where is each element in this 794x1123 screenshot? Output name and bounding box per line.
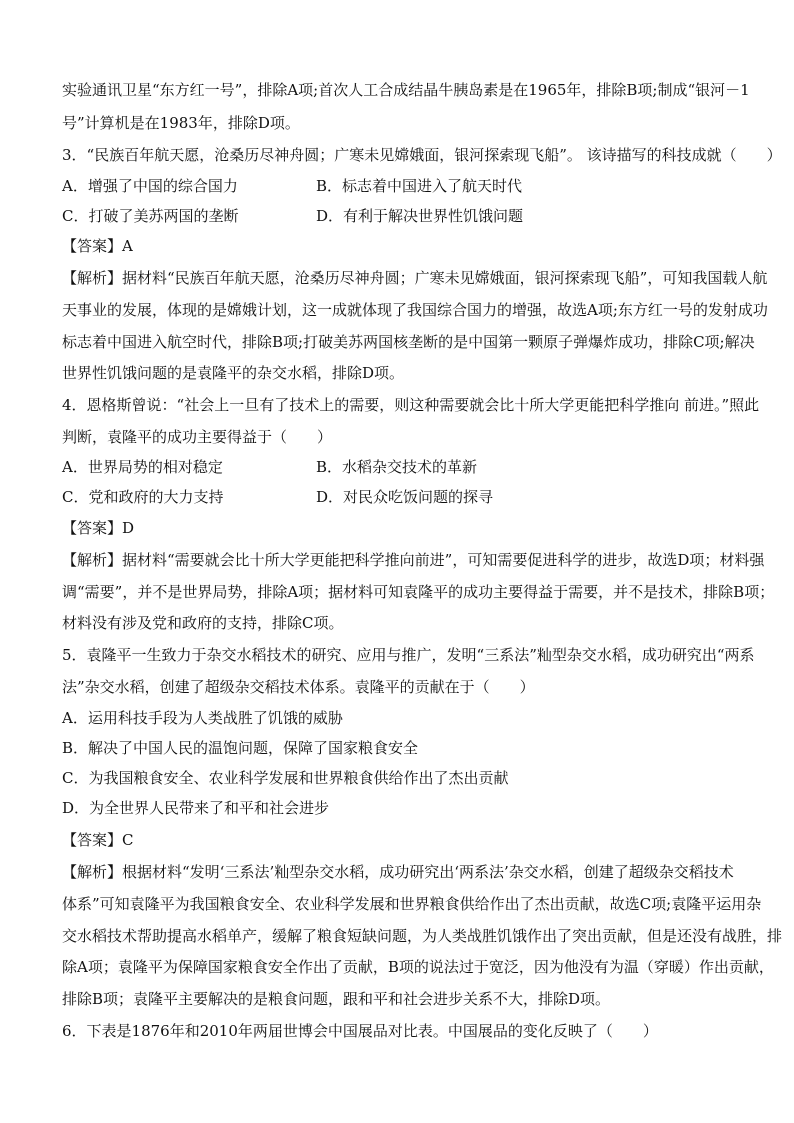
question-5-explanation-line-3: 交水稻技术帮助提高水稻单产，缓解了粮食短缺问题，为人类战胜饥饿作出了突出贡献，但是还没有战胜，排 bbox=[62, 927, 783, 945]
question-4-option-a: A．世界局势的相对稳定 bbox=[62, 458, 223, 476]
question-5-option-b: B．解决了中国人民的温饱问题，保障了国家粮食安全 bbox=[62, 739, 419, 757]
question-4-stem-line-2: 判断，袁隆平的成功主要得益于（ ） bbox=[62, 428, 333, 446]
question-3-explanation-line-4: 世界性饥饿问题的是袁隆平的杂交水稻，排除D项。 bbox=[62, 364, 405, 382]
question-3-option-c: C．打破了美苏两国的垄断 bbox=[62, 207, 239, 225]
question-3-explanation-line-3: 标志着中国进入航空时代，排除B项;打破美苏两国核垄断的是中国第一颗原子弹爆炸成功，排除C项;解决 bbox=[62, 333, 755, 351]
question-3-explanation-line-1: 【解析】据材料“民族百年航天愿，沧桑历尽神舟圆；广寒未见嫦娥面，银河探索现飞船”，可知我国载人航 bbox=[62, 269, 768, 287]
question-3-answer: 【答案】A bbox=[62, 237, 133, 255]
question-3-explanation-line-2: 天事业的发展，体现的是嫦娥计划，这一成就体现了我国综合国力的增强，故选A项;东方红一号的发射成功 bbox=[62, 301, 768, 319]
question-5-answer: 【答案】C bbox=[62, 831, 134, 849]
question-5-explanation-line-1: 【解析】根据材料“发明‘三系法’籼型杂交水稻，成功研究出‘两系法’杂交水稻，创建了超级杂交稻技术 bbox=[62, 863, 734, 881]
question-5-stem-line-2: 法”杂交水稻，创建了超级杂交稻技术体系。袁隆平的贡献在于（ ） bbox=[62, 678, 535, 696]
question-4-option-b: B．水稻杂交技术的革新 bbox=[316, 458, 478, 476]
explanation-2-line-4: 号”计算机是在1983年，排除D项。 bbox=[62, 114, 300, 132]
question-5-explanation-line-4: 除A项；袁隆平为保障国家粮食安全作出了贡献，B项的说法过于宽泛，因为他没有为温（穿暖）作出贡献， bbox=[62, 958, 774, 976]
question-3-stem: 3．“民族百年航天愿，沧桑历尽神舟圆；广寒未见嫦娥面，银河探索现飞船”。 该诗描写的科技成就（ ） bbox=[62, 146, 782, 164]
question-5-option-d: D．为全世界人民带来了和平和社会进步 bbox=[62, 799, 330, 817]
explanation-2-line-3: 实验通讯卫星“东方红一号”，排除A项;首次人工合成结晶牛胰岛素是在1965年，排除B项;制成“银河－1 bbox=[62, 81, 750, 99]
question-5-explanation-line-2: 体系”可知袁隆平为我国粮食安全、农业科学发展和世界粮食供给作出了杰出贡献，故选C项;袁隆平运用杂 bbox=[62, 895, 762, 913]
question-5-stem-line-1: 5．袁隆平一生致力于杂交水稻技术的研究、应用与推广，发明“三系法”籼型杂交水稻，成功研究出“两系 bbox=[62, 646, 755, 664]
question-4-option-c: C．党和政府的大力支持 bbox=[62, 488, 224, 506]
question-5-explanation-line-5: 排除B项；袁隆平主要解决的是粮食问题，跟和平和社会进步关系不大，排除D项。 bbox=[62, 990, 611, 1008]
question-4-stem-line-1: 4．恩格斯曾说：“社会上一旦有了技术上的需要，则这种需要就会比十所大学更能把科学推向 前进。”照此 bbox=[62, 396, 760, 414]
question-6-stem: 6．下表是1876年和2010年两届世博会中国展品对比表。中国展品的变化反映了（ ） bbox=[62, 1022, 658, 1040]
question-4-explanation-line-1: 【解析】据材料“需要就会比十所大学更能把科学推向前进”，可知需要促进科学的进步，故选D项；材料强 bbox=[62, 551, 765, 569]
question-4-answer: 【答案】D bbox=[62, 519, 135, 537]
question-5-option-c: C．为我国粮食安全、农业科学发展和世界粮食供给作出了杰出贡献 bbox=[62, 769, 509, 787]
question-4-explanation-line-3: 材料没有涉及党和政府的支持，排除C项。 bbox=[62, 614, 344, 632]
question-5-option-a: A．运用科技手段为人类战胜了饥饿的威胁 bbox=[62, 709, 343, 727]
question-3-option-b: B．标志着中国进入了航天时代 bbox=[316, 177, 523, 195]
question-3-option-a: A．增强了中国的综合国力 bbox=[62, 177, 238, 195]
question-4-explanation-line-2: 调“需要”，并不是世界局势，排除A项；据材料可知袁隆平的成功主要得益于需要，并不是技术，排除B项； bbox=[62, 583, 775, 601]
question-4-option-d: D．对民众吃饭问题的探寻 bbox=[316, 488, 494, 506]
question-3-option-d: D．有利于解决世界性饥饿问题 bbox=[316, 207, 524, 225]
